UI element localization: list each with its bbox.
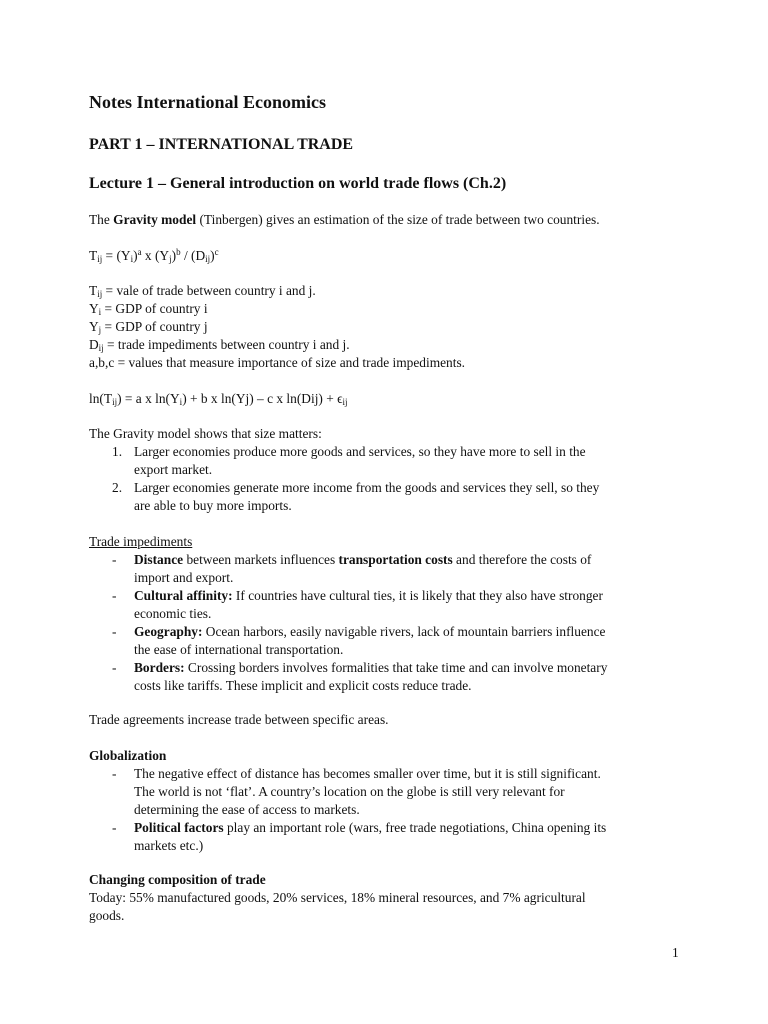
list-item-term: Cultural affinity: [134, 588, 233, 603]
list-item-line [134, 623, 669, 641]
list-item [89, 765, 669, 819]
impediments-list [89, 551, 669, 695]
list-item [89, 551, 669, 587]
formula-part: ) [133, 248, 138, 263]
list-marker: 2. [112, 480, 123, 495]
def-sub: ij [97, 289, 103, 299]
list-marker: - [112, 552, 117, 567]
list-item [89, 623, 669, 659]
list-item-text: If countries have cultural ties, it is likely that they also have stronger [232, 588, 603, 603]
page-number: 1 [672, 945, 679, 960]
formula-part: ) + b x ln(Yj) – c x ln(Dij) + ϵ [182, 391, 343, 406]
list-item-term: Distance [134, 552, 184, 567]
formula-part: = (Y [102, 248, 131, 263]
list-item-line [134, 659, 669, 677]
formula-sub: ij [97, 254, 103, 264]
list-item [89, 587, 669, 623]
def-text: = trade impediments between country i and j. [103, 337, 350, 352]
definition-yi [89, 300, 465, 318]
list-item-line: The negative effect of distance has becomes smaller over time, but it is still significant. [134, 766, 601, 781]
composition-paragraph [89, 889, 586, 925]
definition-t [89, 282, 465, 300]
formula-sub: j [169, 254, 172, 264]
list-marker: 1. [112, 444, 123, 459]
intro-text-post: (Tinbergen) gives an estimation of the size of trade between two countries. [196, 212, 600, 227]
list-item-line: economic ties. [134, 606, 212, 621]
def-symbol: D [89, 337, 99, 352]
log-formula [89, 390, 348, 408]
list-item [89, 479, 669, 515]
composition-line: goods. [89, 908, 125, 923]
formula-sup: a [137, 247, 142, 257]
formula-sub: ij [112, 397, 118, 407]
definitions-block [89, 282, 465, 372]
list-item-text: Crossing borders involves formalities that take time and can involve monetary [184, 660, 608, 675]
gravity-formula [89, 247, 219, 265]
list-marker: - [112, 624, 117, 639]
list-item-text: play an important role (wars, free trade negotiations, China opening its [223, 820, 607, 835]
def-symbol: Y [89, 319, 99, 334]
list-item-term: Political factors [134, 820, 224, 835]
list-item [89, 819, 669, 855]
def-text: = vale of trade between country i and j. [102, 283, 316, 298]
list-marker: - [112, 588, 117, 603]
def-text: = GDP of country j [101, 319, 208, 334]
list-item-term: Borders: [134, 660, 185, 675]
formula-part: ) = a x ln(Y [117, 391, 180, 406]
def-sub: ij [98, 343, 104, 353]
formula-sub: i [179, 397, 183, 407]
list-marker: - [112, 820, 117, 835]
list-item-line: costs like tariffs. These implicit and explicit costs reduce trade. [134, 678, 472, 693]
list-item-line: import and export. [134, 570, 234, 585]
intro-paragraph [89, 211, 600, 229]
list-item-line [134, 551, 669, 569]
def-sub: i [98, 307, 102, 317]
formula-part: ) [210, 248, 215, 263]
composition-heading: Changing composition of trade [89, 872, 266, 887]
list-item-line [134, 587, 669, 605]
globalization-heading: Globalization [89, 748, 167, 763]
formula-part: T [89, 248, 98, 263]
definition-abc: a,b,c = values that measure importance of size and trade impediments. [89, 355, 466, 370]
document-title: Notes International Economics [89, 92, 326, 112]
formula-part: / (D [180, 248, 206, 263]
formula-sup: b [176, 247, 181, 257]
list-item-line [134, 819, 669, 837]
part-heading: PART 1 – INTERNATIONAL TRADE [89, 136, 354, 153]
definition-yj [89, 318, 465, 336]
definition-d [89, 336, 465, 354]
size-list [89, 443, 669, 515]
list-marker: - [112, 766, 117, 781]
lecture-heading: Lecture 1 – General introduction on world trade flows (Ch.2) [89, 175, 507, 192]
formula-sup: c [214, 247, 219, 257]
list-item-line: The world is not ‘flat’. A country’s location on the globe is still very relevant for [134, 784, 565, 799]
list-item-line: determining the ease of access to markets. [134, 802, 360, 817]
list-item-line: markets etc.) [134, 838, 204, 853]
list-item-text: Ocean harbors, easily navigable rivers, lack of mountain barriers influence [202, 624, 606, 639]
list-item-line: Larger economies produce more goods and services, so they have more to sell in the [134, 444, 586, 459]
def-symbol: T [89, 283, 98, 298]
intro-text-pre: The [89, 212, 114, 227]
formula-part: ) [171, 248, 177, 263]
list-item-term: transportation costs [338, 552, 453, 567]
formula-sub: i [130, 254, 134, 264]
intro-bold-term: Gravity model [113, 212, 197, 227]
list-item [89, 443, 669, 479]
def-symbol: Y [89, 301, 99, 316]
list-item-line: export market. [134, 462, 213, 477]
formula-sub: ij [342, 397, 348, 407]
formula-sub: ij [205, 254, 211, 264]
list-marker: - [112, 660, 117, 675]
size-intro: The Gravity model shows that size matters: [89, 426, 322, 441]
list-item-line: the ease of international transportation. [134, 642, 344, 657]
def-sub: j [98, 325, 102, 335]
globalization-list [89, 765, 669, 855]
list-item-line: Larger economies generate more income from the goods and services they sell, so they [134, 480, 600, 495]
def-text: = GDP of country i [101, 301, 208, 316]
formula-part: x (Y [141, 248, 170, 263]
list-item-text: between markets influences [183, 552, 339, 567]
agreements-paragraph: Trade agreements increase trade between specific areas. [89, 712, 389, 727]
list-item-text: and therefore the costs of [452, 552, 592, 567]
list-item [89, 659, 669, 695]
list-item-line: are able to buy more imports. [134, 498, 292, 513]
composition-line: Today: 55% manufactured goods, 20% services, 18% mineral resources, and 7% agricultural [89, 890, 586, 905]
impediments-heading: Trade impediments [89, 534, 193, 549]
list-item-term: Geography: [134, 624, 203, 639]
formula-part: ln(T [89, 391, 113, 406]
